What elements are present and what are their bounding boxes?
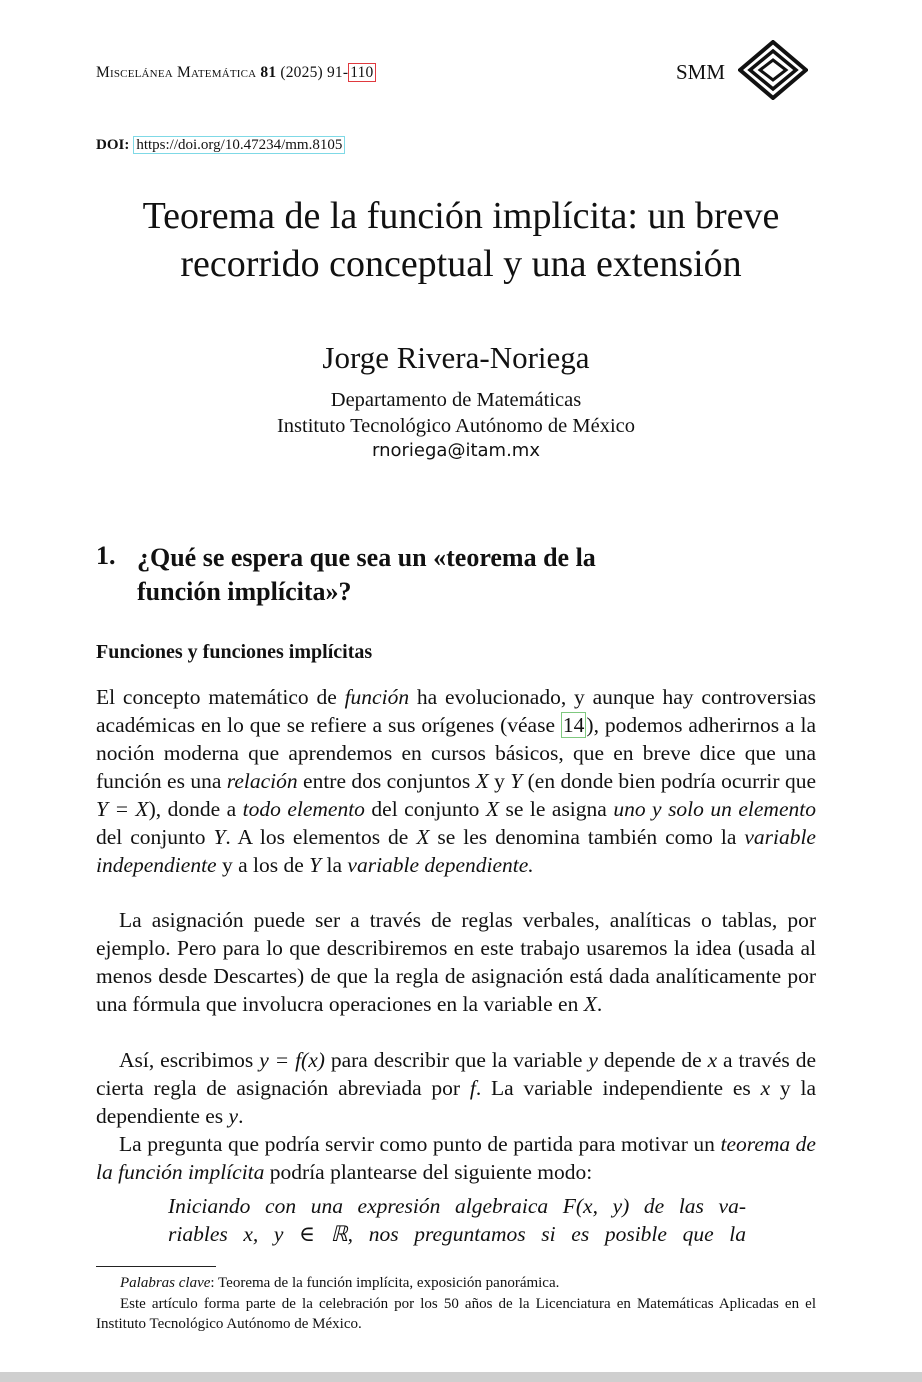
doi-line [96, 137, 345, 154]
quote-line-2: riables x, y ∈ ℝ, nos preguntamos si es posible que la [168, 1222, 746, 1246]
paragraph-1: El concepto matemático de función ha evolucionado, y aunque hay controversias académicas en lo que se refiere a sus orígenes (véase 14), podemos adherirnos a la noción moderna que aprendemos en cursos básicos, que en breve dice que una función es una relación entre dos conjuntos X y Y (en donde bien podría ocurrir que Y = X), donde a todo elemento del conjunto X se le asigna uno y solo un elemento del conjunto Y. A los elementos de X se les denomina también como la variable independiente y a los de Y la variable dependiente. [96, 685, 816, 877]
section-number: 1. [96, 541, 116, 570]
affiliation-department: Departamento de Matemáticas [330, 389, 582, 411]
affiliation-institution: Instituto Tecnológico Autónomo de México [276, 415, 636, 437]
section-title-line-2: función implícita»? [137, 577, 352, 606]
citation-link[interactable]: 14 [562, 713, 585, 737]
subsection-title: Funciones y funciones implícitas [96, 641, 373, 663]
journal-name: Miscelánea Matemática [96, 64, 257, 81]
publisher-name: SMM [676, 60, 726, 84]
title-line-2: recorrido conceptual y una extensión [180, 243, 742, 285]
doi-link[interactable]: https://doi.org/10.47234/mm.8105 [133, 136, 345, 154]
page-end-link[interactable]: 110 [350, 64, 374, 81]
author-affiliation [0, 387, 912, 439]
author-name: Jorge Rivera-Noriega [322, 340, 590, 375]
author-email[interactable]: rnoriega@itam.mx [372, 440, 540, 461]
title-line-1: Teorema de la función implícita: un breve [142, 195, 780, 237]
footnote-keywords [96, 1273, 816, 1293]
viewer-bottom-bar [0, 1372, 922, 1382]
quote-line-1: Iniciando con una expresión algebraica F(x, y) de las va- [168, 1194, 746, 1218]
paragraph-3: Así, escribimos y = f(x) para describir que la variable y depende de x a través de cierta regla de asignación abreviada por f. La variable independiente es x y la dependiente es y. [96, 1048, 816, 1128]
doi-label: DOI: [96, 137, 130, 153]
paper-title [60, 192, 862, 288]
journal-header [96, 64, 376, 82]
quoted-question [168, 1192, 746, 1248]
footnote-divider [96, 1266, 216, 1267]
smm-diamond-logo-icon [738, 40, 808, 100]
keywords-label: Palabras clave [120, 1275, 211, 1291]
footnote-note: Este artículo forma parte de la celebración por los 50 años de la Licenciatura en Matemáticas Aplicadas en el Instituto Tecnológico Autónomo de México. [96, 1296, 816, 1332]
journal-year: (2025) [280, 64, 323, 81]
section-title [137, 541, 817, 609]
keywords-text: : Teorema de la función implícita, exposición panorámica. [210, 1275, 560, 1291]
paragraph-4: La pregunta que podría servir como punto de partida para motivar un teorema de la función implícita podría plantearse del siguiente modo: [96, 1132, 816, 1184]
page-start: 91- [326, 64, 349, 81]
journal-volume: 81 [260, 64, 277, 81]
paragraph-2: La asignación puede ser a través de reglas verbales, analíticas o tablas, por ejemplo. Pero para lo que describiremos en este trabajo usaremos la idea (usada al menos desde Descartes) de que la regla de asignación está dada analíticamente por una fórmula que involucra operaciones en la variable en X. [96, 908, 816, 1016]
section-title-line-1: ¿Qué se espera que sea un «teorema de la [137, 543, 596, 572]
